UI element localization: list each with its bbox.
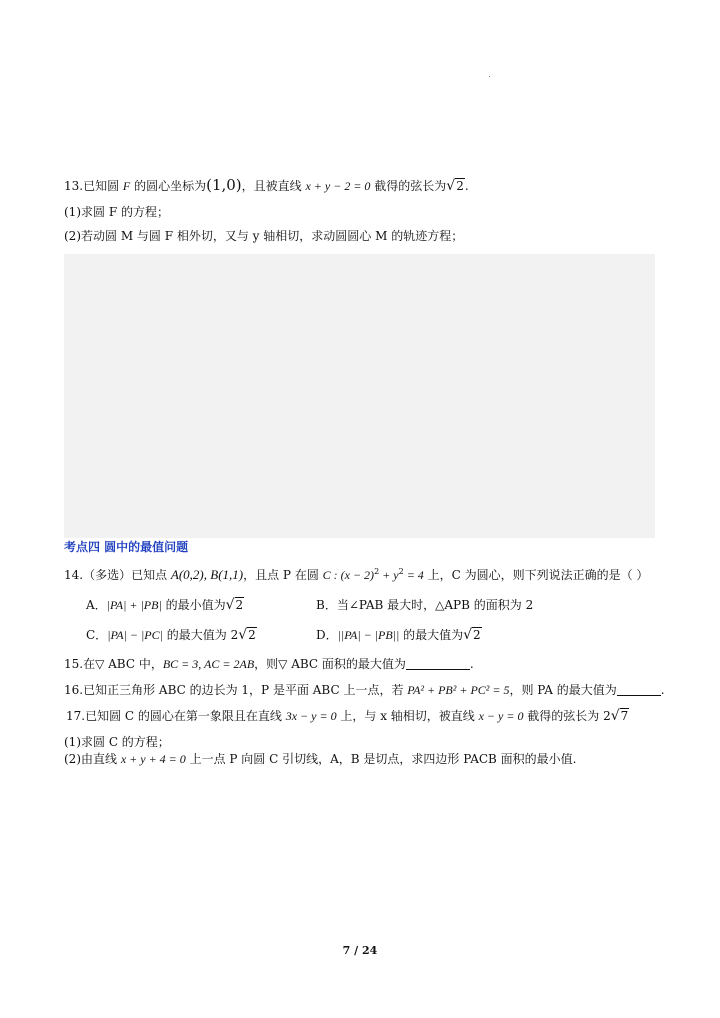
q16-stem: 16.已知正三角形 ABC 的边长为 1，P 是平面 ABC 上一点，若 PA² + PB² + PC² = 5，则 PA 的最大值为 .: [64, 683, 665, 697]
q13-part2: (2)若动圆 M 与圆 F 相外切，又与 y 轴相切，求动圆圆心 M 的轨迹方程；: [64, 229, 464, 243]
q16-answer-blank[interactable]: [617, 683, 661, 696]
q17-part1: (1)求圆 C 的方程；: [64, 735, 170, 749]
stray-dot: [489, 76, 490, 77]
sqrt-2: √2: [446, 178, 464, 194]
q13-part1: (1)求圆 F 的方程；: [64, 205, 169, 219]
answer-area[interactable]: [64, 254, 655, 538]
q13-stem: 13.已知圆 F 的圆心坐标为(1,0)，且被直线 x + y − 2 = 0 截得的弦长为√2.: [64, 176, 469, 194]
q17-part2: (2)由直线 x + y + 4 = 0 上一点 P 向圆 C 引切线，A，B 是切点，求四边形 PACB 面积的最小值.: [64, 752, 577, 766]
page-number: 7 / 24: [342, 944, 378, 957]
q15-answer-blank[interactable]: [406, 657, 470, 670]
q15-stem: 15.在▽ ABC 中，BC = 3, AC = 2AB，则▽ ABC 面积的最大值为 .: [64, 657, 474, 671]
q14-option-d[interactable]: D．||PA| − |PB|| 的最大值为√2: [316, 627, 481, 643]
q14-option-c[interactable]: C．|PA| − |PC| 的最大值为 2√2: [86, 627, 256, 643]
q14-stem: 14.（多选）已知点 A(0,2), B(1,1)，且点 P 在圆 C : $(x - 2)^2 + y^2 = 4$ 上，C 为圆心，则下列说法正确的是（ ）: [64, 567, 649, 582]
q14-option-a[interactable]: A．|PA| + |PB| 的最小值为√2: [86, 597, 244, 613]
q14-option-b[interactable]: B．当∠PAB 最大时，△APB 的面积为 2: [316, 598, 534, 612]
section-title: 考点四 圆中的最值问题: [64, 540, 189, 554]
q17-stem: 17.已知圆 C 的圆心在第一象限且在直线 3x − y = 0 上，与 x 轴相切，被直线 x − y = 0 截得的弦长为 2√7: [66, 708, 629, 724]
